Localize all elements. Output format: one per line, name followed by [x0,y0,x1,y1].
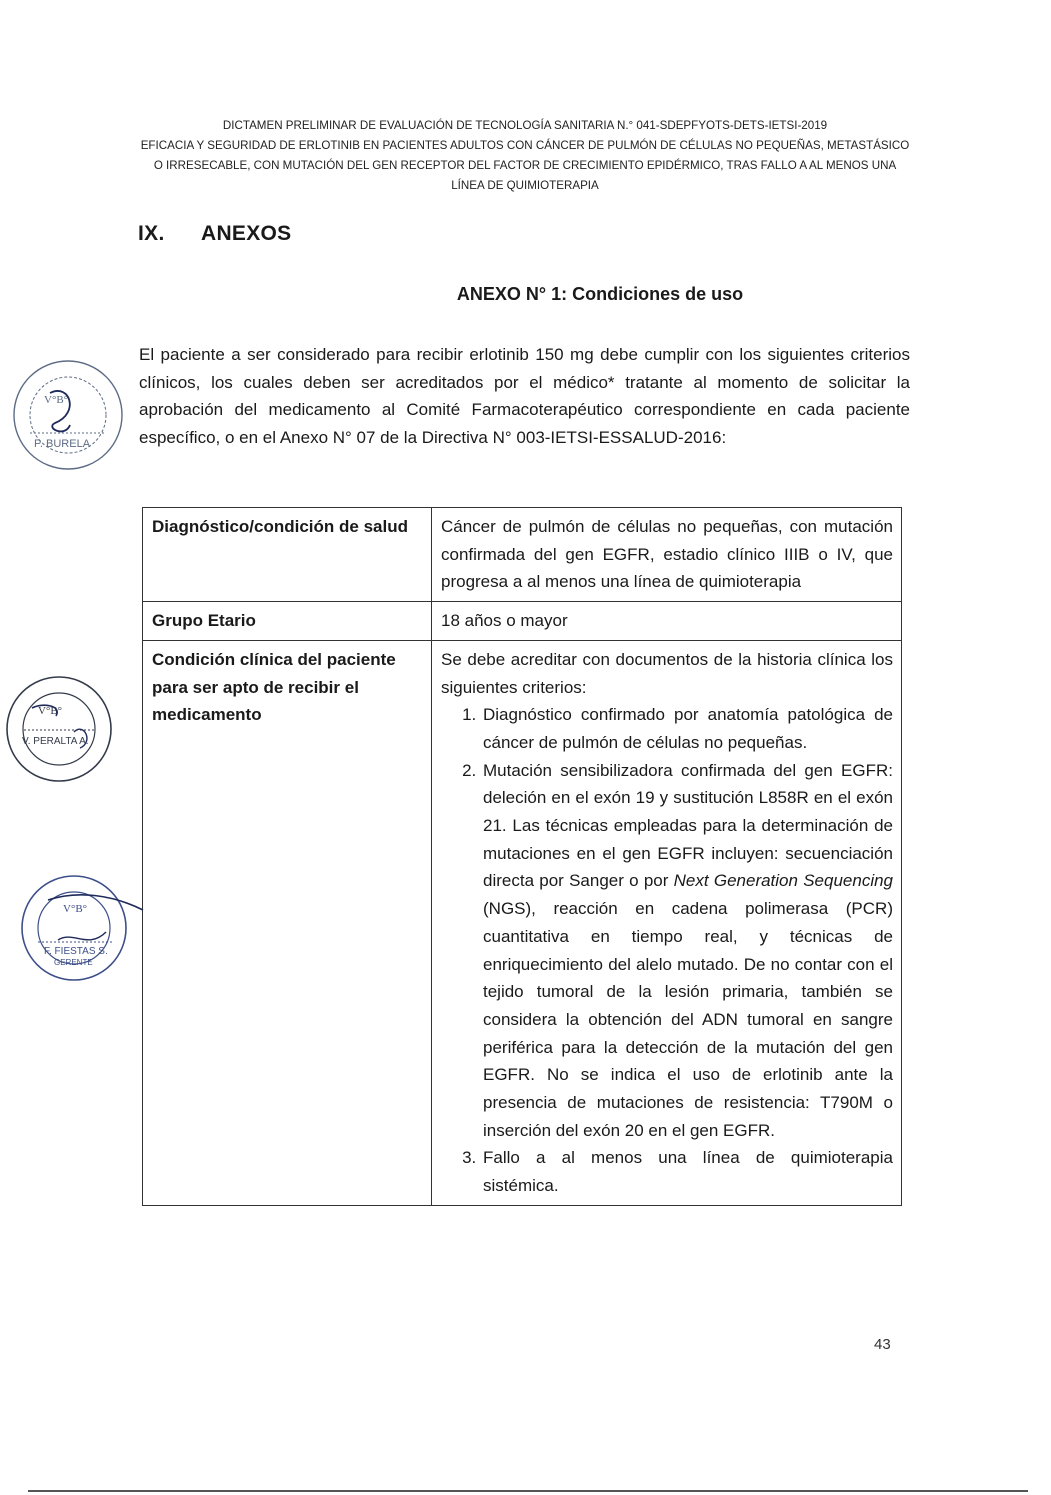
stamp-seal-icon [18,870,148,988]
criteria-text: (NGS), reacción en cadena polimerasa (PCR) cuantitativa en tiempo real, y técnicas de enriquecimiento del alelo mutado. De no contar con el tejido tumoral de la lesión primaria, también se considera la obtención del ADN tumoral en sangre periférica para la detección de la mutación del gen EGFR. No se indica el uso de erlotinib ante la presencia de mutaciones de resistencia: T790M o inserción del exón 20 en el gen EGFR. [483,899,893,1140]
criteria-item [481,757,893,1145]
header-line-1: DICTAMEN PRELIMINAR DE EVALUACIÓN DE TECNOLOGÍA SANITARIA N.° 041-SDEPFYOTS-DETS-IETSI-2019 [222,119,828,132]
stamp-mark: V°B° [38,705,63,717]
criteria-text: Mutación sensibilizadora confirmada del gen EGFR: deleción en el exón 19 y sustitución L858R en el exón 21. Las técnicas empleadas para la determinación de mutaciones en el gen EGFR incluyen: secuenciación directa por Sanger o por [483,760,893,891]
row-label: Grupo Etario [143,602,432,641]
stamp-name: V. PERALTA A. [22,736,89,747]
stamp-mark: V°B° [44,394,69,406]
row-label: Diagnóstico/condición de salud [143,508,432,602]
table-row [143,640,902,1205]
stamp-name: P. BURELA [34,438,91,450]
approval-stamp-peralta [4,672,116,786]
stamp-subtitle: GERENTE [54,958,93,967]
criteria-intro: Se debe acreditar con documentos de la historia clínica los siguientes criterios: [441,649,893,697]
stamp-seal-icon [10,353,128,478]
section-heading [138,222,292,246]
conditions-table [142,507,902,1206]
criteria-item: 3. Fallo a al menos una línea de quimioterapia sistémica. [481,1144,893,1199]
criteria-italic-term: Next Generation Sequencing [673,871,894,891]
criteria-list [441,701,893,1200]
section-title: ANEXOS [201,222,292,245]
stamp-seal-icon [4,672,116,786]
header-line-2: EFICACIA Y SEGURIDAD DE ERLOTINIB EN PACIENTES ADULTOS CON CÁNCER DE PULMÓN DE CÉLULAS NO PEQUEÑAS, METASTÁSICO [140,139,910,152]
header-line-4: LÍNEA DE QUIMIOTERAPIA [451,179,599,192]
stamp-mark: V°B° [63,903,88,915]
document-header [120,116,930,196]
criteria-item: 1. Diagnóstico confirmado por anatomía patológica de cáncer de pulmón de células no pequeñas. [481,701,893,756]
row-value: 18 años o mayor [432,602,902,641]
intro-paragraph: El paciente a ser considerado para recibir erlotinib 150 mg debe cumplir con los siguientes criterios clínicos, los cuales deben ser acreditados por el médico* tratante al momento de solicitar la aprobación del medicamento al Comité Farmacoterapéutico correspondiente en cada paciente específico, o en el Anexo N° 07 de la Directiva N° 003-IETSI-ESSALUD-2016: [139,345,910,447]
approval-stamp-fiestas [18,870,148,988]
header-line-3: O IRRESECABLE, CON MUTACIÓN DEL GEN RECEPTOR DEL FACTOR DE CRECIMIENTO EPIDÉRMICO, TRAS FALLO A AL MENOS UNA [153,159,897,172]
table-row [143,508,902,602]
approval-stamp-burela [10,353,128,478]
section-number: IX. [138,222,165,245]
page-number: 43 [874,1336,891,1353]
stamp-name: F. FIESTAS S. [44,946,108,957]
row-label: Condición clínica del paciente para ser apto de recibir el medicamento [143,640,432,1205]
row-value: Cáncer de pulmón de células no pequeñas, con mutación confirmada del gen EGFR, estadio clínico IIIB o IV, que progresa a al menos una línea de quimioterapia [432,508,902,602]
table-row [143,602,902,641]
row-value [432,640,902,1205]
annex-title: ANEXO N° 1: Condiciones de uso [456,284,744,304]
bottom-divider [28,1490,1028,1492]
